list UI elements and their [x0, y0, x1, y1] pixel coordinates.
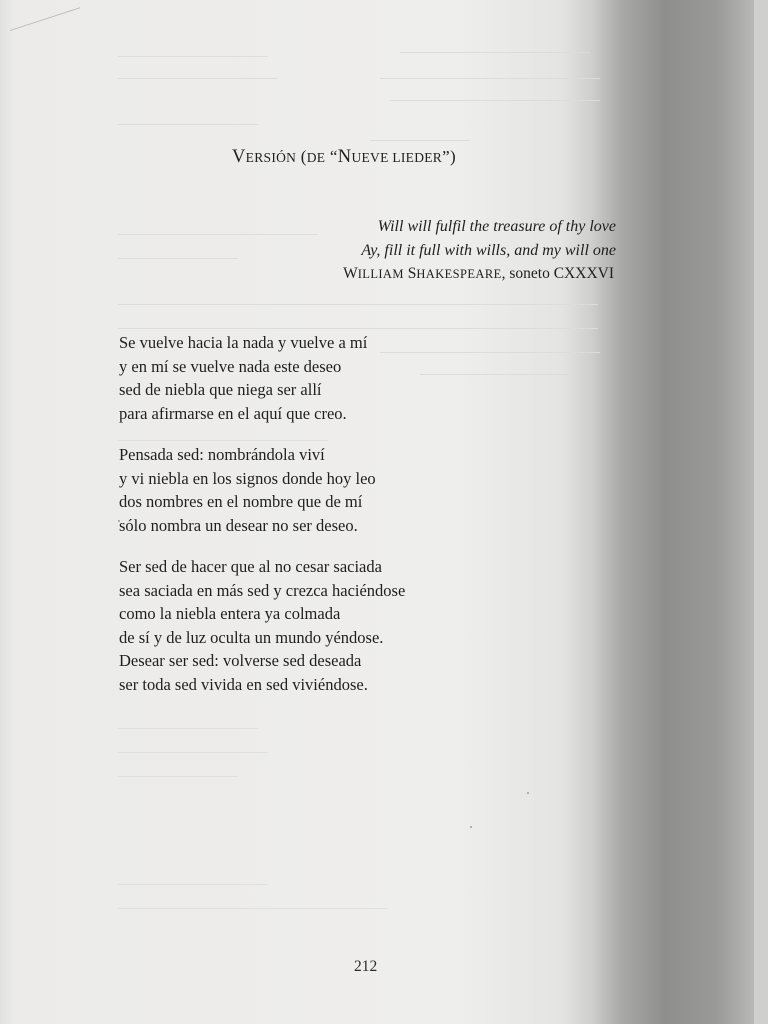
title-small-caps: ERSIÓN — [245, 150, 297, 165]
speck — [527, 792, 529, 794]
stanza — [119, 331, 367, 425]
title-paren: ( — [296, 147, 307, 166]
bleed-through-mark — [118, 112, 258, 125]
verse-line: ser toda sed vivida en sed viviéndose. — [119, 674, 368, 694]
title-small-caps: UEVE — [351, 150, 389, 165]
bleed-through-mark — [400, 40, 590, 53]
verse-line: Se vuelve hacia la nada y vuelve a mí — [119, 333, 368, 352]
bleed-through-mark — [118, 246, 238, 259]
speck — [470, 826, 472, 828]
author-small-caps: HAKESPEARE — [416, 267, 502, 281]
bleed-through-mark — [380, 340, 600, 353]
title-initial: V — [232, 147, 246, 167]
bleed-through-mark — [380, 66, 600, 79]
verse-line: y en mí se vuelve nada este deseo — [119, 356, 342, 376]
author-small-caps: ILLIAM — [357, 267, 404, 281]
verse-line: Desear ser sed: volverse sed deseada — [119, 651, 362, 670]
bleed-through-mark — [390, 88, 600, 101]
title-initial: N — [337, 147, 352, 167]
page-right-edge — [754, 0, 768, 1024]
stanza — [119, 555, 405, 696]
bleed-through-mark — [118, 44, 268, 57]
epigraph-line: Ay, fill it full with wills, and my will one — [361, 242, 616, 259]
title-small-caps: LIEDER — [388, 150, 443, 165]
verse-line: sed de niebla que niega ser allí — [119, 380, 322, 399]
page-number: 212 — [354, 958, 378, 975]
bleed-through-mark — [118, 872, 268, 885]
epigraph-attribution — [343, 265, 614, 283]
bleed-through-mark — [118, 716, 258, 729]
bleed-through-mark — [118, 222, 318, 235]
bleed-through-mark — [420, 362, 570, 375]
bleed-through-mark — [118, 764, 238, 777]
verse-line: y vi niebla en los signos donde hoy leo — [119, 468, 376, 488]
bleed-through-mark — [370, 128, 470, 141]
stanza — [119, 443, 376, 537]
verse-line: para afirmarse en el aquí que creo. — [119, 403, 347, 423]
verse-line: sólo nombra un desear no ser deseo. — [119, 515, 358, 535]
title-quote: “ — [325, 147, 338, 166]
verse-line: como la niebla entera ya colmada — [119, 604, 341, 623]
bleed-through-mark — [118, 740, 268, 753]
verse-line: de sí y de luz oculta un mundo yéndose. — [119, 627, 384, 647]
verse-line: Pensada sed: nombrándola viví — [119, 445, 325, 464]
verse-line: sea saciada en más sed y crezca haciéndose — [119, 580, 406, 600]
author-initial: W — [343, 265, 358, 282]
author-initial: S — [403, 265, 417, 282]
poem-title — [232, 147, 456, 168]
epigraph-line: Will will fulfil the treasure of thy love — [377, 218, 616, 235]
bleed-through-mark — [118, 66, 278, 79]
title-quote: ”) — [442, 147, 456, 166]
bleed-through-mark — [118, 316, 598, 329]
title-small-caps: DE — [306, 150, 326, 165]
bleed-through-mark — [118, 896, 388, 909]
verse-line: dos nombres en el nombre que de mí — [119, 492, 363, 511]
page-left-edge — [0, 0, 14, 1024]
bleed-through-mark — [118, 428, 328, 441]
author-source: , soneto CXXXVI — [501, 265, 614, 282]
verse-line: Ser sed de hacer que al no cesar saciada — [119, 557, 382, 576]
bleed-through-mark — [118, 292, 598, 305]
